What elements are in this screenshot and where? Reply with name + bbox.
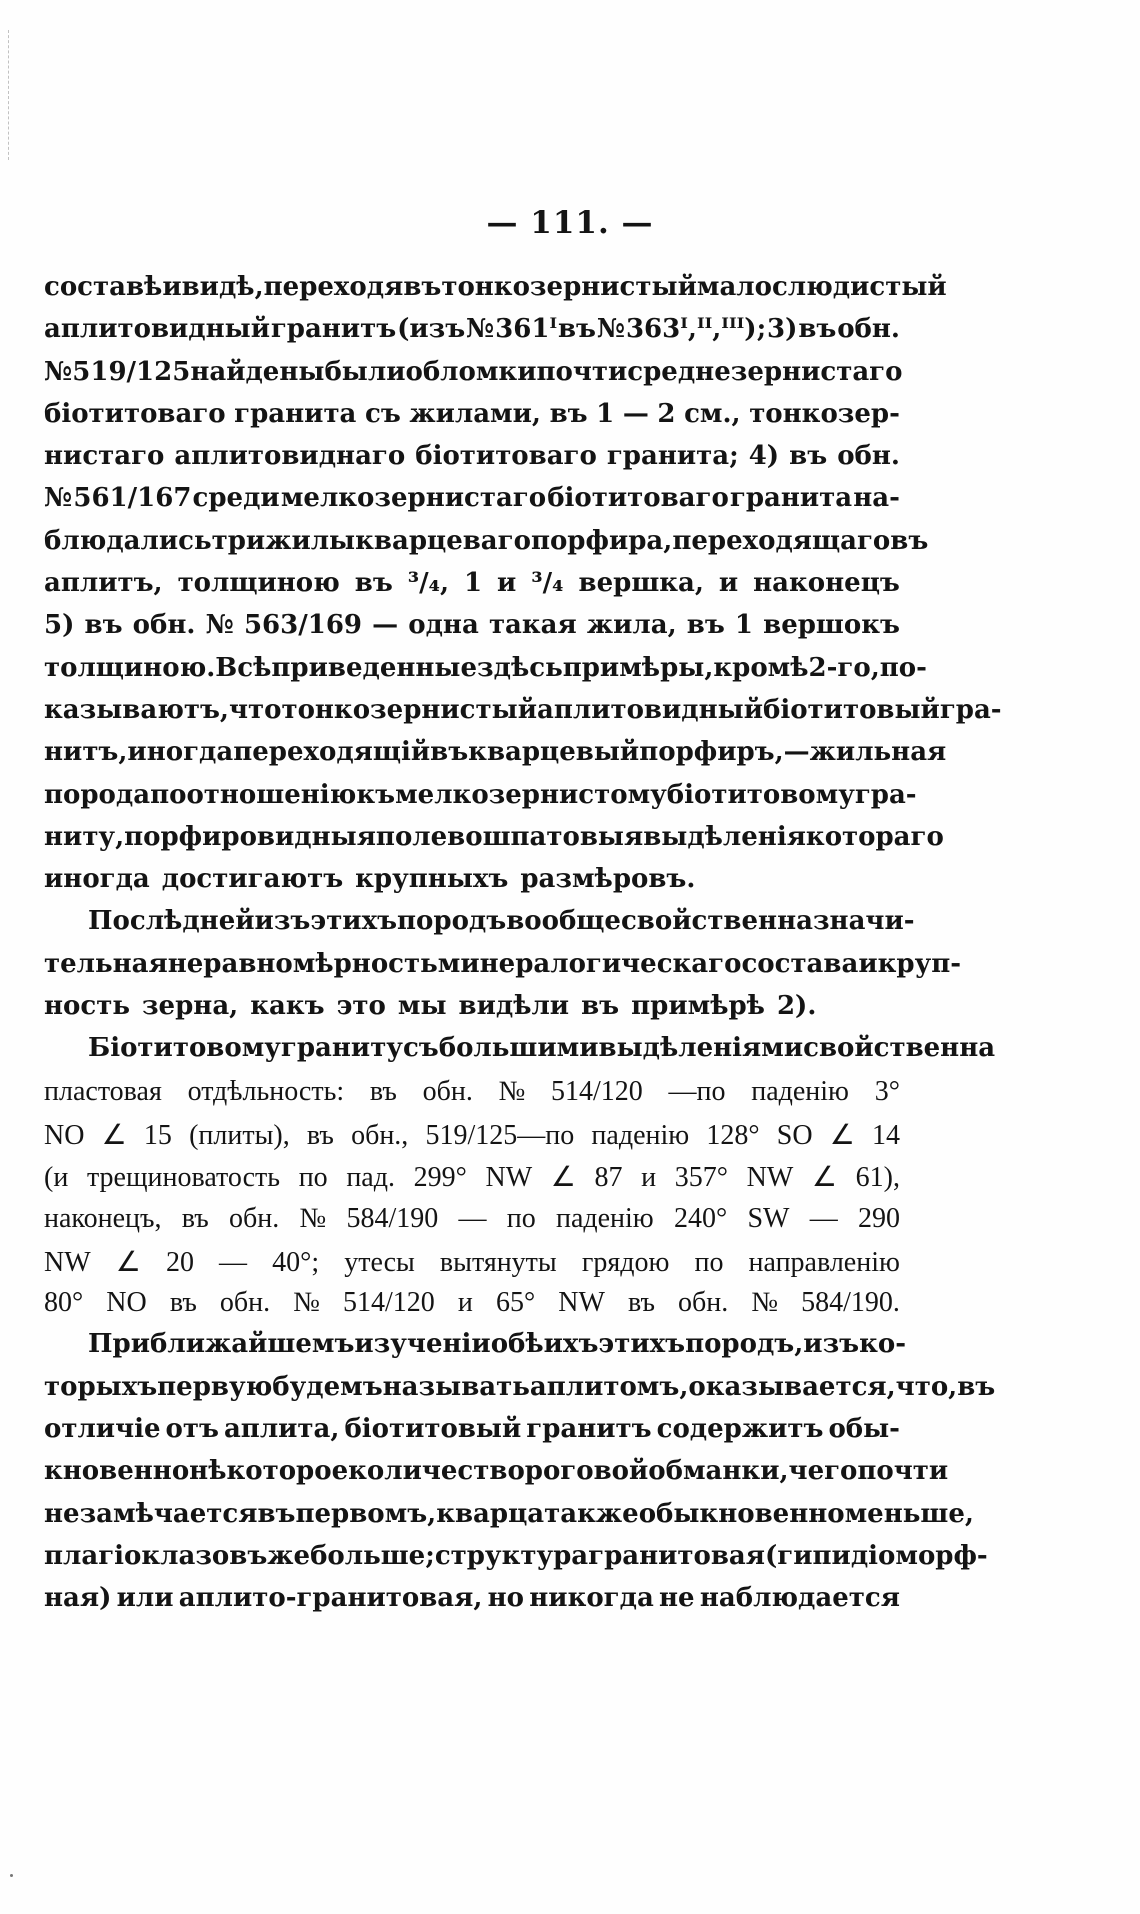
text-word: почти xyxy=(536,356,628,387)
text-word: мы xyxy=(397,991,447,1022)
text-word: нѣкоторое xyxy=(189,1456,349,1487)
text-word: въ xyxy=(581,991,620,1022)
text-word: были xyxy=(324,356,406,387)
text-word: — xyxy=(809,1202,838,1234)
text-line xyxy=(44,1414,900,1456)
text-line xyxy=(44,652,927,695)
text-line xyxy=(44,1245,900,1287)
text-word: блюдались xyxy=(44,525,212,556)
text-word: будемъ xyxy=(272,1371,383,1402)
text-line xyxy=(44,1583,900,1625)
text-word: по xyxy=(298,1162,328,1194)
text-word: среднезернистаго xyxy=(627,356,903,387)
text-word: біотитовый xyxy=(763,694,940,725)
text-word: см., xyxy=(684,398,741,429)
text-word: —по xyxy=(668,1075,726,1107)
text-word: жилы xyxy=(265,525,356,556)
text-word: аплитъ, xyxy=(44,568,163,599)
text-word: обн. xyxy=(837,441,900,472)
text-word: въ xyxy=(257,1498,296,1529)
text-word: 361ᴵ xyxy=(495,314,558,345)
text-word: найдены xyxy=(190,356,325,387)
text-word: направленію xyxy=(748,1246,900,1278)
text-line xyxy=(44,525,929,568)
text-word: круп- xyxy=(877,948,962,979)
text-word: 584/190. xyxy=(801,1287,900,1319)
text-word: біотитовому xyxy=(666,779,855,810)
text-word: № xyxy=(299,1202,327,1234)
text-word: обн. xyxy=(422,1075,473,1107)
text-word: состава xyxy=(741,948,859,979)
text-line xyxy=(44,314,900,356)
text-word: полевошпатовыя xyxy=(375,821,644,852)
text-word: никогда xyxy=(529,1583,654,1614)
text-word: обѣихъ xyxy=(490,1329,599,1360)
text-word: въ xyxy=(369,1075,397,1107)
text-word: обманки, xyxy=(648,1456,789,1487)
text-word: въ xyxy=(354,568,393,599)
text-word: — xyxy=(372,610,399,641)
text-word: содержитъ xyxy=(656,1414,824,1445)
text-word: 20 xyxy=(165,1246,194,1278)
text-word: что xyxy=(228,694,282,725)
text-word: (плиты), xyxy=(189,1119,290,1151)
text-line xyxy=(44,1076,900,1118)
text-word: ∠ xyxy=(811,1162,838,1194)
text-word: первую xyxy=(157,1371,273,1402)
text-word: изъ xyxy=(803,1329,860,1360)
text-word: этихъ xyxy=(598,1329,686,1360)
text-line xyxy=(44,610,900,652)
text-word: оказывается, xyxy=(688,1371,896,1402)
text-word: три xyxy=(211,525,266,556)
text-word: граниту xyxy=(280,1033,403,1064)
text-word: ∠ xyxy=(101,1119,127,1151)
text-word: не xyxy=(44,1498,80,1529)
text-word: обн. xyxy=(219,1287,271,1319)
margin-binding-marks xyxy=(8,30,11,160)
text-word: 561/167 xyxy=(73,483,192,514)
text-word: иногда xyxy=(44,864,150,895)
text-word: ность xyxy=(44,991,130,1022)
text-word: вершокъ xyxy=(763,610,900,641)
text-word: 128° xyxy=(706,1119,760,1151)
text-word: переходящій xyxy=(233,737,431,768)
text-word: № xyxy=(466,314,495,345)
text-word: котораго xyxy=(805,821,944,852)
text-word: № xyxy=(498,1075,526,1107)
text-word: какъ xyxy=(250,991,325,1022)
text-word: біотитоваго xyxy=(415,441,597,472)
text-word: изученіи xyxy=(354,1329,491,1360)
text-word: видѣли xyxy=(458,991,570,1022)
text-word: 563/169 xyxy=(243,610,362,641)
text-word: выдѣленія xyxy=(643,821,806,852)
text-word: 65° xyxy=(495,1287,536,1319)
text-word: нистаго xyxy=(44,441,165,472)
text-word: SO xyxy=(776,1119,813,1151)
text-word: тонкозер- xyxy=(749,398,900,429)
text-word: 2 xyxy=(657,398,676,429)
text-word: достигаютъ xyxy=(161,864,344,895)
text-word: свойственна xyxy=(803,1033,996,1064)
text-word: паденію xyxy=(751,1075,849,1107)
text-word: 40°; xyxy=(272,1246,320,1278)
text-word: біотитоваго xyxy=(44,398,226,429)
text-word: примѣры, xyxy=(562,652,714,683)
text-word: NW xyxy=(485,1162,533,1194)
text-word: свойственна xyxy=(620,906,813,937)
text-word: породъ xyxy=(397,906,507,937)
text-word: кварцеваго xyxy=(355,525,531,556)
text-word: въ xyxy=(627,1287,655,1319)
text-word: значи- xyxy=(812,906,915,937)
text-word: въ xyxy=(957,1371,996,1402)
text-word: жилами, xyxy=(409,398,541,429)
text-word: Послѣдней xyxy=(88,906,255,937)
text-word: съ xyxy=(402,1033,439,1064)
text-line xyxy=(44,1118,900,1160)
text-word: 299° xyxy=(413,1162,467,1194)
text-word: № xyxy=(44,356,73,387)
text-word: отличіе xyxy=(44,1414,161,1445)
text-word: NO xyxy=(44,1119,85,1151)
text-word: по xyxy=(506,1202,536,1234)
text-word: (изъ xyxy=(397,314,466,345)
text-word: SW xyxy=(747,1202,790,1234)
text-line xyxy=(44,1203,900,1245)
text-word: по xyxy=(150,779,187,810)
text-word: ∠ xyxy=(550,1162,576,1194)
text-word: гранита xyxy=(729,483,853,514)
text-word: въ xyxy=(84,610,123,641)
text-word: 363ᴵ,ᴵᴵ,ᴵᴵᴵ); xyxy=(625,314,767,345)
text-word: среди xyxy=(192,483,280,514)
text-word: ная) xyxy=(44,1583,112,1614)
text-word: называть xyxy=(382,1371,530,1402)
text-line xyxy=(44,441,900,483)
text-word: наконецъ xyxy=(753,568,900,599)
text-word: NW xyxy=(746,1162,794,1194)
text-word: аплитовидный xyxy=(44,314,271,345)
text-word: количество xyxy=(348,1456,525,1487)
text-word: аплито-гранитовая, xyxy=(178,1583,483,1614)
text-line xyxy=(44,737,947,779)
text-word: гранитъ xyxy=(270,314,397,345)
text-word: 3° xyxy=(874,1075,900,1107)
text-word: мелкозернистому xyxy=(395,779,667,810)
text-word: гранита xyxy=(234,398,357,429)
text-word: зерна, xyxy=(141,991,239,1022)
text-word: и xyxy=(858,948,878,979)
text-word: же xyxy=(267,1540,311,1571)
text-word: тонкозернистый xyxy=(281,694,537,725)
text-line xyxy=(44,1540,988,1583)
text-word: гра- xyxy=(939,694,1002,725)
text-word: переходя xyxy=(263,272,404,302)
text-word: малослюдистый xyxy=(696,272,947,302)
text-word: гранита; xyxy=(606,441,739,472)
text-word: аплитовиднаго xyxy=(174,441,406,472)
text-word: тельная xyxy=(44,948,168,979)
text-word: обн. xyxy=(837,314,900,345)
text-line xyxy=(44,1498,974,1541)
text-word: видѣ, xyxy=(181,272,264,302)
text-word: или xyxy=(116,1583,174,1614)
text-word: ко- xyxy=(859,1329,907,1360)
text-word: № xyxy=(44,483,73,514)
text-line xyxy=(44,483,900,525)
text-word: размѣровъ. xyxy=(520,864,696,895)
text-word: 3) xyxy=(767,314,798,345)
text-word: въ xyxy=(430,737,469,768)
text-word: крупныхъ xyxy=(355,864,509,895)
text-word: породъ, xyxy=(685,1329,804,1360)
text-word: біотитоваго xyxy=(547,483,729,514)
text-word: одна xyxy=(408,610,479,641)
text-word: кромѣ xyxy=(713,652,809,683)
text-word: Всѣ xyxy=(215,652,272,683)
text-word: 87 xyxy=(594,1162,623,1194)
text-line xyxy=(44,1371,996,1414)
text-word: — xyxy=(219,1246,248,1278)
text-word: изъ xyxy=(254,906,311,937)
text-line xyxy=(44,821,944,864)
text-word: иногда xyxy=(127,737,234,768)
text-word: вообще xyxy=(506,906,621,937)
text-word: порфировидныя xyxy=(124,821,376,852)
text-word: составѣ xyxy=(44,272,163,302)
text-line xyxy=(44,694,1002,737)
text-word: жила, xyxy=(586,610,677,641)
text-line xyxy=(44,356,903,399)
text-word: по- xyxy=(879,652,927,683)
body-text xyxy=(44,272,1002,1626)
text-word: такая xyxy=(488,610,577,641)
text-word: въ xyxy=(557,314,596,345)
text-word: 15 xyxy=(143,1119,172,1151)
text-word: плагіоклазовъ xyxy=(44,1540,268,1571)
text-word: толщиною. xyxy=(44,652,216,683)
text-word: NO xyxy=(106,1287,147,1319)
text-line xyxy=(44,1287,900,1329)
text-word: и xyxy=(162,272,182,302)
text-word: также xyxy=(544,1498,639,1529)
text-word: по xyxy=(694,1246,724,1278)
text-word: что, xyxy=(895,1371,958,1402)
text-word: 2-го, xyxy=(808,652,880,683)
page-number: — 111. — xyxy=(486,205,654,241)
text-line xyxy=(44,991,900,1033)
text-word: примѣрѣ xyxy=(631,991,765,1022)
text-word: и xyxy=(497,568,517,599)
text-word: больше; xyxy=(310,1540,435,1571)
text-word: меньше, xyxy=(844,1498,974,1529)
text-word: но xyxy=(487,1583,525,1614)
text-word: обн. xyxy=(132,610,196,641)
text-word: большими xyxy=(438,1033,599,1064)
text-word: При xyxy=(88,1329,151,1360)
text-word: кварца xyxy=(436,1498,545,1529)
text-word: въ xyxy=(890,525,929,556)
text-word: гранитъ xyxy=(526,1414,652,1445)
text-word: въ xyxy=(549,398,588,429)
text-word: 14 xyxy=(872,1119,900,1151)
text-word: неравномѣрность xyxy=(167,948,438,979)
text-word: выдѣленіями xyxy=(598,1033,804,1064)
text-word: NW xyxy=(558,1287,605,1319)
text-line xyxy=(44,568,900,610)
text-word: утесы xyxy=(344,1246,415,1278)
text-word: (и xyxy=(44,1162,69,1194)
text-word: въ xyxy=(181,1202,209,1234)
text-word: 80° xyxy=(44,1287,84,1319)
text-word: гранитовая xyxy=(588,1540,765,1571)
text-word: аплитомъ, xyxy=(529,1371,689,1402)
text-word: 1 xyxy=(734,610,753,641)
text-word: (гипидіоморф- xyxy=(765,1540,988,1571)
text-word: ³/₄, xyxy=(407,568,450,599)
text-word: порфира, xyxy=(530,525,673,556)
text-word: тонкозернистый xyxy=(441,272,697,302)
text-word: NW xyxy=(44,1246,91,1278)
text-line xyxy=(44,399,900,441)
text-word: ближайшемъ xyxy=(150,1329,355,1360)
text-word: здѣсь xyxy=(477,652,563,683)
text-word: отношенію xyxy=(186,779,357,810)
text-line xyxy=(44,1329,907,1371)
text-word: 1 xyxy=(596,398,615,429)
text-word: въ xyxy=(403,272,442,302)
text-word: переходящаго xyxy=(672,525,891,556)
text-word: торыхъ xyxy=(44,1371,158,1402)
text-word: 1 xyxy=(464,568,483,599)
text-word: 514/120 xyxy=(343,1287,435,1319)
text-word: вершка, xyxy=(578,568,704,599)
text-word: Біотитовому xyxy=(88,1033,281,1064)
text-word: паденію xyxy=(591,1119,690,1151)
text-word: 357° xyxy=(674,1162,728,1194)
text-word: аплита, xyxy=(223,1414,340,1445)
text-word: 290 xyxy=(857,1202,900,1234)
text-word: аплитовидный xyxy=(536,694,763,725)
text-word: въ xyxy=(798,314,837,345)
text-line xyxy=(44,864,900,906)
text-word: 514/120 xyxy=(551,1075,643,1107)
text-word: порфиръ,—жильная xyxy=(639,737,947,768)
text-word: и xyxy=(718,568,739,599)
text-word: мелкозернистаго xyxy=(280,483,547,514)
text-word: къ xyxy=(356,779,396,810)
text-word: это xyxy=(336,991,386,1022)
text-line xyxy=(44,1160,900,1202)
text-word: обы- xyxy=(828,1414,900,1445)
text-word: роговой xyxy=(524,1456,649,1487)
text-line xyxy=(44,906,915,948)
text-word: — xyxy=(458,1202,487,1234)
text-word: въ xyxy=(789,441,828,472)
text-word: пад. xyxy=(346,1162,395,1194)
text-word: ∠ xyxy=(829,1119,855,1151)
text-word: приведенные xyxy=(271,652,478,683)
text-word: кварцевый xyxy=(468,737,640,768)
text-word: кновенно xyxy=(44,1456,190,1487)
text-word: біотитовый xyxy=(344,1414,522,1445)
margin-speck xyxy=(10,1874,13,1877)
text-word: 4) xyxy=(748,441,780,472)
text-word: минералогическаго xyxy=(437,948,742,979)
text-word: съ xyxy=(364,398,401,429)
text-word: на- xyxy=(853,483,900,514)
text-word: обн. xyxy=(228,1202,280,1234)
text-line xyxy=(44,272,947,314)
text-word: первомъ, xyxy=(295,1498,437,1529)
text-line xyxy=(44,1456,949,1498)
text-word: 2). xyxy=(776,991,817,1022)
text-word: гра- xyxy=(854,779,917,810)
text-word: 61), xyxy=(855,1162,900,1194)
text-word: 240° xyxy=(673,1202,728,1234)
text-word: 519/125 xyxy=(72,356,191,387)
text-word: ниту, xyxy=(44,821,125,852)
text-word: почти xyxy=(857,1456,949,1487)
text-word: ∠ xyxy=(115,1246,141,1278)
text-line xyxy=(44,948,962,991)
text-word: обн., xyxy=(351,1119,409,1151)
text-word: обн. xyxy=(678,1287,729,1319)
text-word: наблюдается xyxy=(699,1583,900,1614)
text-word: обломки xyxy=(405,356,537,387)
text-word: пластовая xyxy=(44,1075,162,1107)
text-word: казываютъ, xyxy=(44,694,229,725)
text-word: и xyxy=(457,1287,473,1319)
text-word: трещиноватость xyxy=(86,1162,281,1194)
text-word: не xyxy=(659,1583,695,1614)
text-word: 584/190 xyxy=(346,1202,439,1234)
text-word: структура xyxy=(434,1540,589,1571)
text-word: вытянуты xyxy=(439,1246,557,1278)
text-word: и xyxy=(641,1162,657,1194)
text-word: № xyxy=(751,1287,779,1319)
text-word: отдѣльность: xyxy=(187,1075,345,1107)
text-word: ³/₄ xyxy=(531,568,564,599)
text-line xyxy=(44,1033,996,1075)
text-word: отъ xyxy=(165,1414,219,1445)
text-word: въ xyxy=(306,1119,334,1151)
text-word: № xyxy=(596,314,626,345)
text-word: чего xyxy=(788,1456,858,1487)
text-word: въ xyxy=(169,1287,197,1319)
text-word: порода xyxy=(44,779,151,810)
text-word: № xyxy=(293,1287,320,1319)
text-word: замѣчается xyxy=(79,1498,258,1529)
text-word: этихъ xyxy=(310,906,398,937)
text-word: — xyxy=(622,398,649,429)
text-word: обыкновенно xyxy=(638,1498,845,1529)
text-word: 5) xyxy=(44,610,75,641)
text-word: паденію xyxy=(555,1202,654,1234)
text-word: грядою xyxy=(581,1246,670,1278)
text-word: нитъ, xyxy=(44,737,128,768)
text-line xyxy=(44,779,917,822)
text-word: № xyxy=(205,610,234,641)
text-word: толщиною xyxy=(177,568,340,599)
text-word: въ xyxy=(686,610,725,641)
text-word: наконецъ, xyxy=(44,1202,162,1234)
text-word: 519/125—по xyxy=(425,1119,575,1151)
